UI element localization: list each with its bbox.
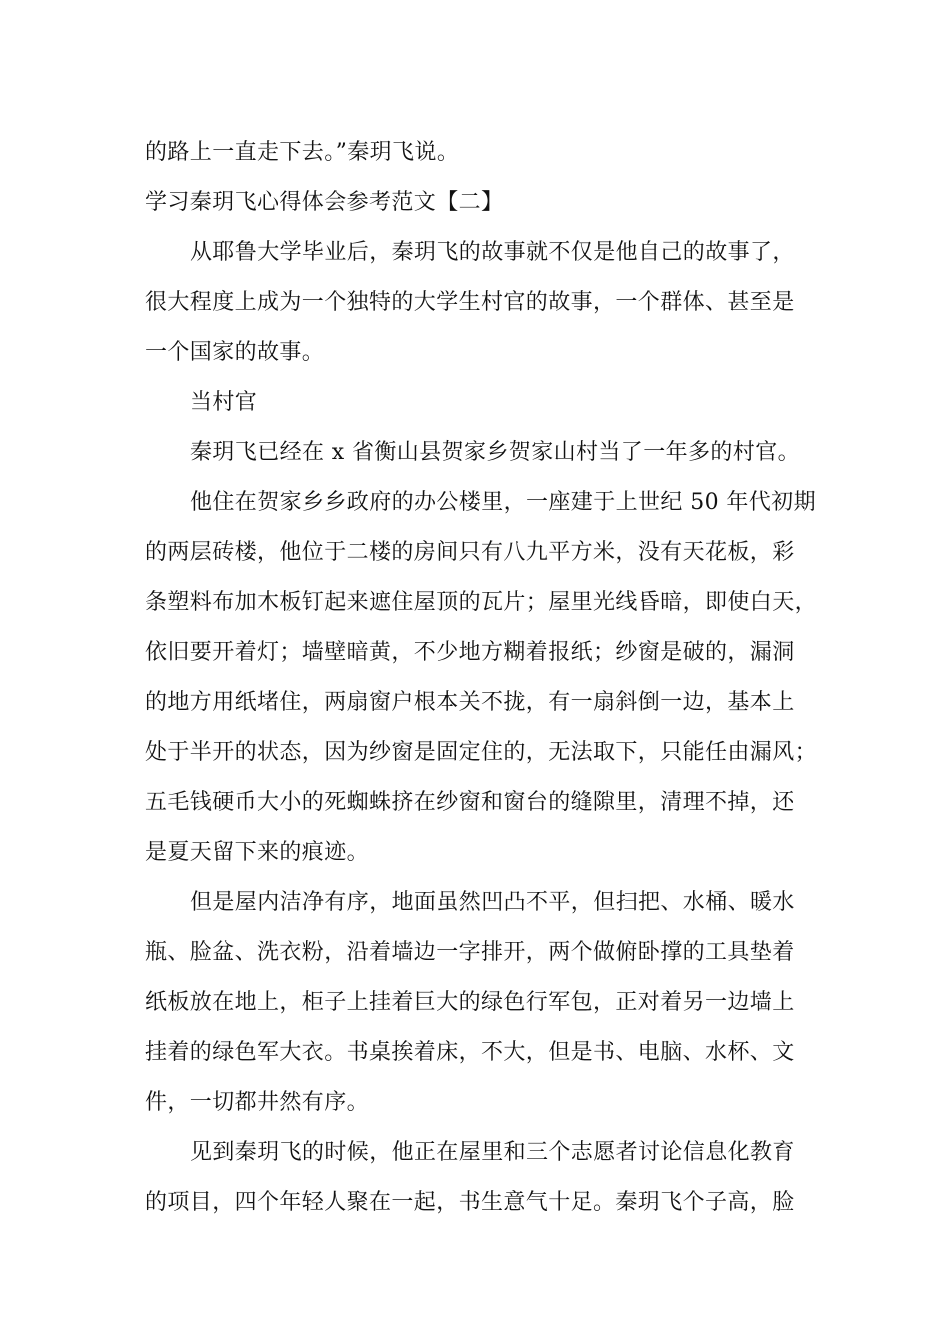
text-line: 条塑料布加木板钉起来遮住屋顶的瓦片；屋里光线昏暗，即使白天， <box>145 590 818 615</box>
text-line: 见到秦玥飞的时候，他正在屋里和三个志愿者讨论信息化教育 <box>190 1140 795 1165</box>
text-line: 处于半开的状态，因为纱窗是固定住的，无法取下，只能任由漏风； <box>145 740 818 765</box>
text-line: 秦玥飞已经在 x 省衡山县贺家乡贺家山村当了一年多的村官。 <box>190 440 800 465</box>
text-line: 的项目，四个年轻人聚在一起，书生意气十足。秦玥飞个子高，脸 <box>145 1190 795 1215</box>
text-line: 件，一切都井然有序。 <box>145 1090 370 1115</box>
text-line: 的地方用纸堵住，两扇窗户根本关不拢，有一扇斜倒一边，基本上 <box>145 690 795 715</box>
text-line: 但是屋内洁净有序，地面虽然凹凸不平，但扫把、水桶、暖水 <box>190 890 795 915</box>
text-line: 他住在贺家乡乡政府的办公楼里，一座建于上世纪 50 年代初期 <box>190 490 816 515</box>
article-body <box>145 128 825 1228</box>
text-line: 的两层砖楼，他位于二楼的房间只有八九平方米，没有天花板，彩 <box>145 540 795 565</box>
text-line: 瓶、脸盆、洗衣粉，沿着墙边一字排开，两个做俯卧撑的工具垫着 <box>145 940 795 965</box>
text-line: 很大程度上成为一个独特的大学生村官的故事，一个群体、甚至是 <box>145 290 795 315</box>
text-line: 的路上一直走下去。”秦玥飞说。 <box>145 140 460 165</box>
text-line: 纸板放在地上，柜子上挂着巨大的绿色行军包，正对着另一边墙上 <box>145 990 795 1015</box>
text-line: 挂着的绿色军大衣。书桌挨着床，不大，但是书、电脑、水杯、文 <box>145 1040 795 1065</box>
text-line: 五毛钱硬币大小的死蜘蛛挤在纱窗和窗台的缝隙里，清理不掉，还 <box>145 790 795 815</box>
text-line: 是夏天留下来的痕迹。 <box>145 840 370 865</box>
text-line: 依旧要开着灯；墙壁暗黄，不少地方糊着报纸；纱窗是破的，漏洞 <box>145 640 795 665</box>
subheading: 当村官 <box>190 390 258 415</box>
section-heading: 学习秦玥飞心得体会参考范文【二】 <box>145 190 504 215</box>
text-line: 从耶鲁大学毕业后，秦玥飞的故事就不仅是他自己的故事了， <box>190 240 795 265</box>
text-line: 一个国家的故事。 <box>145 340 325 365</box>
